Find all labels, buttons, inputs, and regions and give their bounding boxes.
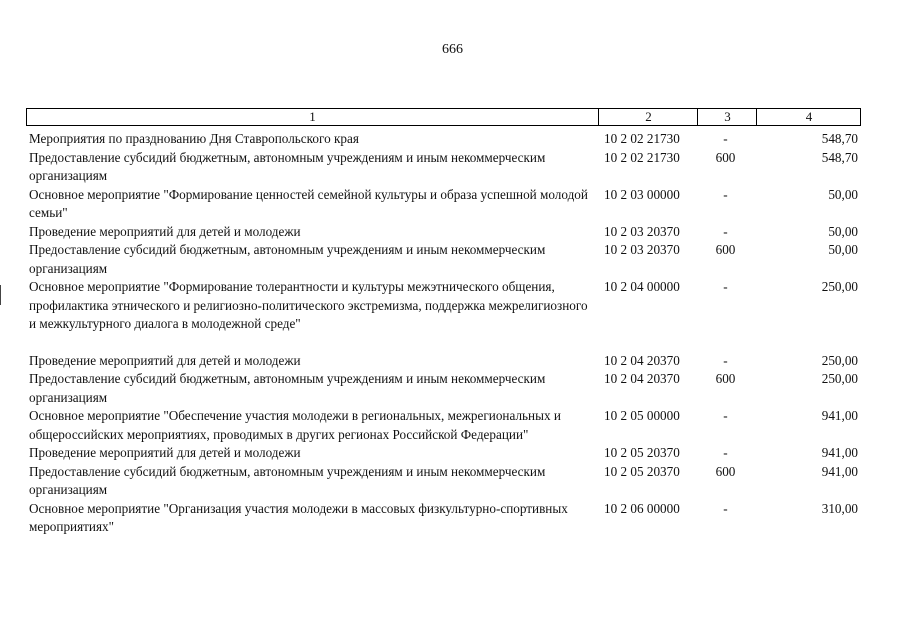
- row-code: 10 2 04 20370: [604, 371, 680, 386]
- table-row: [26, 241, 861, 278]
- table-row: [26, 407, 861, 444]
- row-sum: 50,00: [828, 223, 858, 239]
- row-code: 10 2 05 20370: [604, 463, 680, 479]
- table-row: [26, 278, 861, 334]
- row-code: 10 2 04 20370: [604, 352, 680, 368]
- row-sum: 50,00: [828, 242, 858, 257]
- table-row: [26, 186, 861, 223]
- row-code: 10 2 04 00000: [604, 279, 680, 294]
- row-type: -: [723, 352, 728, 368]
- row-name: Проведение мероприятий для детей и молодежи: [29, 445, 301, 460]
- row-sum: 310,00: [821, 500, 858, 516]
- row-sum: 250,00: [821, 371, 858, 386]
- table-row: [26, 130, 861, 149]
- row-name: Предоставление субсидий бюджетным, автономным учреждениям и иным некоммерческим организациям: [29, 242, 546, 276]
- row-type: 600: [715, 149, 736, 165]
- row-type: 600: [715, 463, 736, 479]
- row-name: Основное мероприятие "Формирование толерантности и культуры межэтнического общения, профилактика этнического и религиозно-политического экстремизма, поддержка межрелигиозного и межкультурного диалога в молодежной среде": [29, 279, 588, 331]
- row-name: Предоставление субсидий бюджетным, автономным учреждениям и иным некоммерческим организациям: [29, 463, 546, 497]
- table-row: [26, 149, 861, 186]
- row-sum: 941,00: [821, 445, 858, 460]
- page-number: 666: [442, 42, 463, 57]
- row-name: Мероприятия по празднованию Дня Ставропольского края: [29, 131, 359, 146]
- row-sum: 50,00: [828, 186, 858, 202]
- table-body: [26, 130, 861, 537]
- row-name: Основное мероприятие "Организация участия молодежи в массовых физкультурно-спортивных мероприятиях": [29, 500, 568, 534]
- row-name: Проведение мероприятий для детей и молодежи: [29, 352, 301, 368]
- row-code: 10 2 03 20370: [604, 223, 680, 239]
- row-code: 10 2 03 00000: [604, 186, 680, 202]
- row-sum: 548,70: [821, 131, 858, 146]
- table-row: [26, 352, 861, 371]
- row-code: 10 2 03 20370: [604, 242, 680, 257]
- row-type: -: [723, 445, 728, 460]
- row-name: Предоставление субсидий бюджетным, автономным учреждениям и иным некоммерческим организациям: [29, 149, 546, 183]
- table-row: [26, 500, 861, 537]
- row-name: Основное мероприятие "Формирование ценностей семейной культуры и образа успешной молодой семьи": [29, 186, 588, 220]
- row-name: Предоставление субсидий бюджетным, автономным учреждениям и иным некоммерческим организациям: [29, 371, 546, 405]
- row-type: 600: [715, 371, 736, 386]
- row-name: Основное мероприятие "Обеспечение участия молодежи в региональных, межрегиональных и общероссийских мероприятиях, проводимых в других регионах Российской Федерации": [29, 408, 561, 442]
- row-type: -: [723, 279, 728, 294]
- header-col-3: 3: [697, 109, 757, 125]
- row-code: 10 2 06 00000: [604, 500, 680, 516]
- table-row: [26, 223, 861, 242]
- row-type: 600: [715, 242, 736, 257]
- table-row: [26, 463, 861, 500]
- row-spacer: [26, 334, 861, 352]
- header-col-4: 4: [756, 109, 861, 125]
- table-header: [26, 108, 861, 126]
- row-type: -: [723, 131, 728, 146]
- row-code: 10 2 05 00000: [604, 408, 680, 423]
- row-name: Проведение мероприятий для детей и молодежи: [29, 223, 301, 239]
- row-type: -: [723, 223, 728, 239]
- table-row: [26, 444, 861, 463]
- row-sum: 941,00: [821, 463, 858, 479]
- row-code: 10 2 02 21730: [604, 149, 680, 165]
- header-col-2: 2: [598, 109, 698, 125]
- row-sum: 250,00: [821, 352, 858, 368]
- row-sum: 941,00: [821, 408, 858, 423]
- header-col-1: 1: [309, 109, 316, 124]
- row-sum: 548,70: [821, 149, 858, 165]
- row-type: -: [723, 186, 728, 202]
- row-sum: 250,00: [821, 279, 858, 294]
- row-type: -: [723, 408, 728, 423]
- scan-mark: [0, 285, 1, 305]
- table-row: [26, 370, 861, 407]
- row-code: 10 2 02 21730: [604, 131, 680, 146]
- row-code: 10 2 05 20370: [604, 445, 680, 460]
- row-type: -: [723, 500, 728, 516]
